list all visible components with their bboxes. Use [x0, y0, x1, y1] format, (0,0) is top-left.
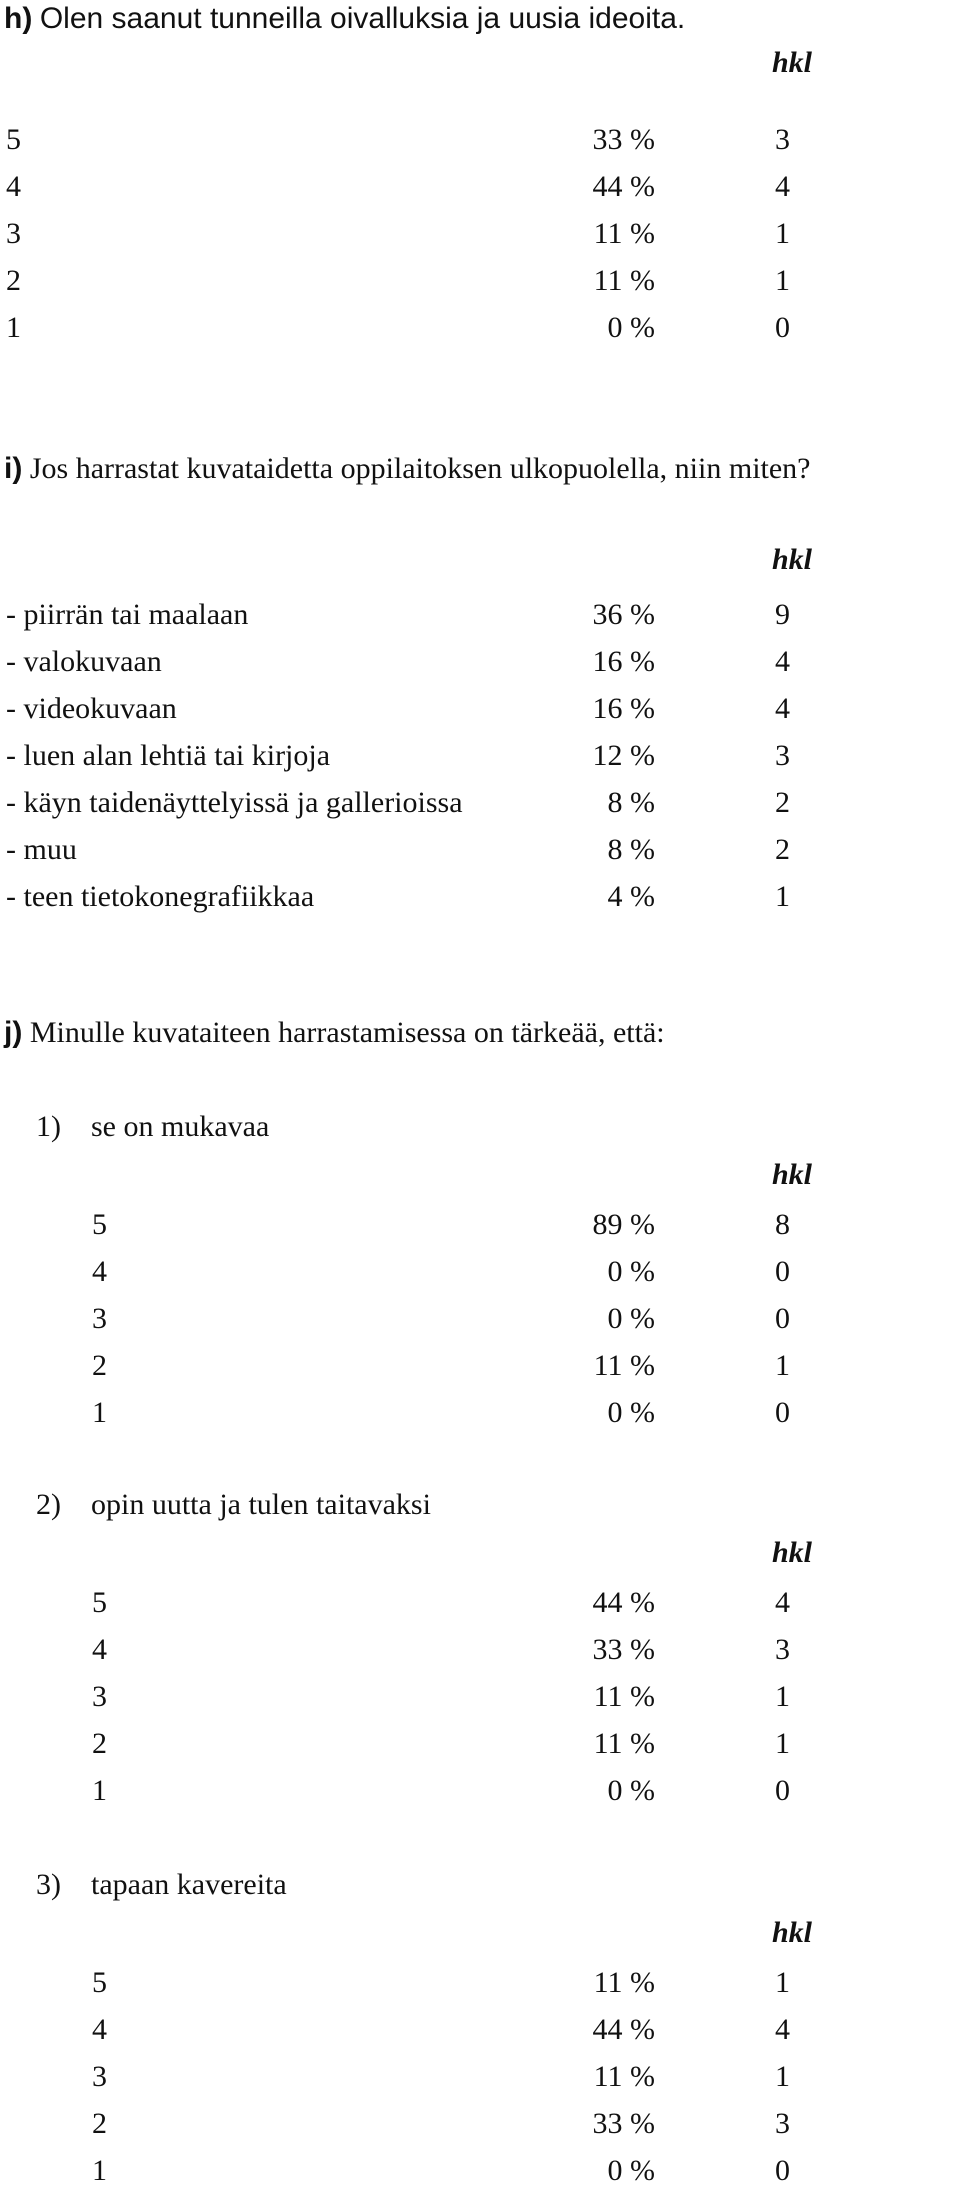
row-count: 0: [775, 311, 790, 344]
row-count: 1: [775, 1966, 790, 1999]
row-count: 4: [775, 1586, 790, 1619]
row-percent: 36 %: [592, 598, 655, 631]
table-row: [0, 172, 960, 206]
row-count: 0: [775, 1302, 790, 1335]
subsection-1-number: 1): [36, 1110, 61, 1143]
section-title: Jos harrastat kuvataidetta oppilaitoksen ulkopuolella, niin miten?: [29, 452, 811, 485]
row-count: 3: [775, 123, 790, 156]
row-label: 4: [92, 1255, 107, 1288]
section-title: Minulle kuvataiteen harrastamisessa on tärkeää, että:: [29, 1016, 665, 1049]
section-letter: j: [4, 1016, 13, 1049]
row-percent: 0 %: [607, 1302, 655, 1335]
row-label: 2: [92, 1349, 107, 1382]
subsection-2-number: 2): [36, 1488, 61, 1521]
row-count: 2: [775, 833, 790, 866]
row-label: - käyn taidenäyttelyissä ja gallerioissa: [6, 786, 463, 819]
table-row: [0, 125, 960, 159]
row-label: - videokuvaan: [6, 692, 177, 725]
row-count: 1: [775, 1727, 790, 1760]
table-row: [0, 1210, 960, 1244]
table-row: [0, 1588, 960, 1622]
row-percent: 11 %: [593, 2060, 655, 2093]
row-count: 1: [775, 2060, 790, 2093]
row-count: 3: [775, 1633, 790, 1666]
row-percent: 44 %: [592, 1586, 655, 1619]
row-count: 1: [775, 217, 790, 250]
table-row: [0, 2015, 960, 2049]
row-percent: 11 %: [593, 1349, 655, 1382]
table-row: [0, 835, 960, 869]
row-percent: 44 %: [592, 170, 655, 203]
row-count: 4: [775, 692, 790, 725]
row-percent: 8 %: [607, 833, 655, 866]
table-row: [0, 647, 960, 681]
section-j-heading: j) Minulle kuvataiteen harrastamisessa on tärkeää, että:: [4, 1016, 665, 1049]
table-row: [0, 1682, 960, 1716]
table-row: [0, 313, 960, 347]
subsection-2-title: opin uutta ja tulen taitavaksi: [91, 1488, 431, 1521]
row-percent: 16 %: [592, 645, 655, 678]
hkl-header: hkl: [772, 46, 813, 79]
row-count: 0: [775, 2154, 790, 2187]
row-percent: 0 %: [607, 311, 655, 344]
row-count: 3: [775, 739, 790, 772]
row-percent: 11 %: [593, 1680, 655, 1713]
table-row: [0, 266, 960, 300]
table-row: [0, 741, 960, 775]
table-row: [0, 1398, 960, 1432]
row-label: 3: [92, 1680, 107, 1713]
row-count: 3: [775, 2107, 790, 2140]
row-count: 0: [775, 1255, 790, 1288]
row-label: 1: [92, 1396, 107, 1429]
row-count: 0: [775, 1396, 790, 1429]
row-label: 4: [92, 1633, 107, 1666]
row-label: 1: [92, 2154, 107, 2187]
table-row: [0, 788, 960, 822]
row-percent: 0 %: [607, 1255, 655, 1288]
row-percent: 89 %: [592, 1208, 655, 1241]
row-percent: 33 %: [592, 2107, 655, 2140]
table-row: [0, 882, 960, 916]
row-percent: 33 %: [592, 1633, 655, 1666]
section-title: Olen saanut tunneilla oivalluksia ja uusia ideoita.: [39, 2, 686, 35]
table-row: [0, 219, 960, 253]
row-label: - luen alan lehtiä tai kirjoja: [6, 739, 331, 772]
table-row: [0, 1304, 960, 1338]
row-count: 4: [775, 170, 790, 203]
subsection-3-title: tapaan kavereita: [91, 1868, 287, 1901]
row-label: 1: [92, 1774, 107, 1807]
section-i-heading: i) Jos harrastat kuvataidetta oppilaitoksen ulkopuolella, niin miten?: [4, 452, 811, 485]
row-percent: 4 %: [607, 880, 655, 913]
row-label: 5: [6, 123, 21, 156]
row-count: 1: [775, 264, 790, 297]
row-percent: 11 %: [593, 1727, 655, 1760]
subsection-3-number: 3): [36, 1868, 61, 1901]
hkl-header: hkl: [772, 543, 813, 576]
row-label: - valokuvaan: [6, 645, 162, 678]
table-row: [0, 1729, 960, 1763]
hkl-header: hkl: [772, 1916, 813, 1949]
table-row: [0, 1776, 960, 1810]
hkl-header: hkl: [772, 1158, 813, 1191]
row-percent: 11 %: [593, 264, 655, 297]
row-percent: 0 %: [607, 1774, 655, 1807]
row-label: - piirrän tai maalaan: [6, 598, 249, 631]
row-percent: 16 %: [592, 692, 655, 725]
section-h-heading: h) Olen saanut tunneilla oivalluksia ja uusia ideoita.: [4, 2, 686, 35]
hkl-header: hkl: [772, 1536, 813, 1569]
table-row: [0, 2109, 960, 2143]
row-label: 2: [6, 264, 21, 297]
subsection-1-title: se on mukavaa: [91, 1110, 270, 1143]
row-label: 5: [92, 1966, 107, 1999]
table-row: [0, 600, 960, 634]
row-label: 1: [6, 311, 21, 344]
row-label: 2: [92, 2107, 107, 2140]
table-row: [0, 2156, 960, 2190]
row-count: 0: [775, 1774, 790, 1807]
row-label: 3: [6, 217, 21, 250]
table-row: [0, 1351, 960, 1385]
row-count: 8: [775, 1208, 790, 1241]
row-count: 4: [775, 645, 790, 678]
table-row: [0, 694, 960, 728]
table-row: [0, 1257, 960, 1291]
row-percent: 0 %: [607, 1396, 655, 1429]
row-label: - teen tietokonegrafiikkaa: [6, 880, 315, 913]
row-label: 4: [6, 170, 21, 203]
row-percent: 8 %: [607, 786, 655, 819]
row-label: 4: [92, 2013, 107, 2046]
row-count: 1: [775, 1680, 790, 1713]
table-row: [0, 1968, 960, 2002]
table-row: [0, 1635, 960, 1669]
row-count: 1: [775, 1349, 790, 1382]
row-count: 2: [775, 786, 790, 819]
row-percent: 0 %: [607, 2154, 655, 2187]
row-percent: 11 %: [593, 1966, 655, 1999]
row-count: 4: [775, 2013, 790, 2046]
table-row: [0, 2062, 960, 2096]
row-label: 5: [92, 1586, 107, 1619]
row-label: - muu: [6, 833, 77, 866]
row-label: 3: [92, 2060, 107, 2093]
row-percent: 33 %: [592, 123, 655, 156]
section-letter: h: [4, 2, 23, 35]
row-label: 2: [92, 1727, 107, 1760]
row-label: 3: [92, 1302, 107, 1335]
row-label: 5: [92, 1208, 107, 1241]
row-percent: 12 %: [592, 739, 655, 772]
section-letter: i: [4, 452, 13, 485]
row-count: 1: [775, 880, 790, 913]
row-percent: 11 %: [593, 217, 655, 250]
row-count: 9: [775, 598, 790, 631]
row-percent: 44 %: [592, 2013, 655, 2046]
